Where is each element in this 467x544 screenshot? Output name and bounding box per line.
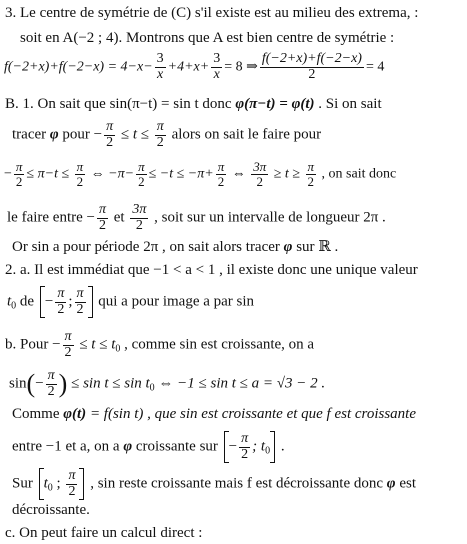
line-4 <box>5 97 382 112</box>
text: +4+x+ <box>167 59 210 75</box>
fraction: $\frac{3}{x}$ <box>213 51 221 82</box>
bracket-interval: − $\frac{\pi}{2}$ ; $t_0$ <box>224 431 275 463</box>
line-14: entre −1 et a, on a φ croissante sur − $\frac{\pi}{2}$ ; $t_0$ . <box>12 431 285 462</box>
text: . Si on sait <box>314 96 382 112</box>
line-10: $t_0$ de − $\frac{\pi}{2}$ ; $\frac{\pi}{2}$ qui a pour image a par sin <box>7 286 255 317</box>
line-12: sin(− $\frac{\pi}{2}$ ) ≤ $\sin t \le \sin t_0$ ⇔ −1 ≤ sin t ≤ a = √3 − 2 . <box>9 368 326 399</box>
line-9: 2. a. Il est immédiat que −1 < a < 1 , il existe donc une unique valeur <box>5 262 418 278</box>
line-3 <box>4 52 384 82</box>
fraction: $\frac{\pi}{2}$ <box>156 119 164 150</box>
line-13: Comme φ(t) = f(sin t) , que sin est croissante et que f est croissante <box>12 406 416 422</box>
line-2 <box>20 31 394 46</box>
text: φ(π−t) = φ(t) <box>235 96 315 112</box>
text: f(−2+x)+f(−2−x) = 4−x− <box>4 59 153 75</box>
fraction: $\frac{f(-2+x)+f(-2-x)}{2}$ <box>261 51 362 82</box>
fraction: $\frac{\pi}{2}$ <box>106 119 114 150</box>
text: = 4 <box>365 59 385 75</box>
text: soit en A(−2 ; 4). Montrons que A est bien centre de symétrie : <box>20 30 395 46</box>
line-8: Or sin a pour période 2π , on sait alors tracer φ sur ℝ . <box>12 239 339 255</box>
bracket-interval: − $\frac{\pi}{2}$ ; $\frac{\pi}{2}$ <box>40 286 93 318</box>
text: = 8 ⇒ <box>224 59 258 75</box>
line-6: − $\frac{\pi}{2}$ ≤ π−t ≤ $\frac{\pi}{2}$ ⇔ −π− $\frac{\pi}{2}$ ≤ −t ≤ −π+ $\frac{\pi}{2}$ ⇔ $\frac{3\pi}{2}$ ≥ t ≥ $\frac{\pi}{2}$ , on sait donc <box>4 159 397 189</box>
line-5: tracer φ pour − $\frac{\pi}{2}$ ≤ t ≤ $\frac{\pi}{2}$ alors on sait le faire pour <box>12 119 322 150</box>
line-7: le faire entre − $\frac{\pi}{2}$ et $\frac{3\pi}{2}$ , soit sur un intervalle de longueur 2π . <box>7 202 386 233</box>
line-1 <box>5 6 418 21</box>
fraction: $\frac{3}{x}$ <box>156 51 164 82</box>
text: B. 1. On sait que sin(π−t) = sin t donc <box>5 96 236 112</box>
line-15: Sur $t_0$ ; $\frac{\pi}{2}$ , sin reste croissante mais f est décroissante donc φ est <box>12 468 416 499</box>
text: 3. Le centre de symétrie de (C) s'il existe est au milieu des extrema, : <box>5 5 419 21</box>
bracket-interval: $t_0$ ; $\frac{\pi}{2}$ <box>39 468 85 500</box>
line-11: b. Pour − $\frac{\pi}{2}$ ≤ $t \le t_0$ , comme sin est croissante, on a <box>5 329 315 360</box>
line-16: décroissante. <box>12 502 90 518</box>
line-17: c. On peut faire un calcul direct : <box>5 525 203 541</box>
